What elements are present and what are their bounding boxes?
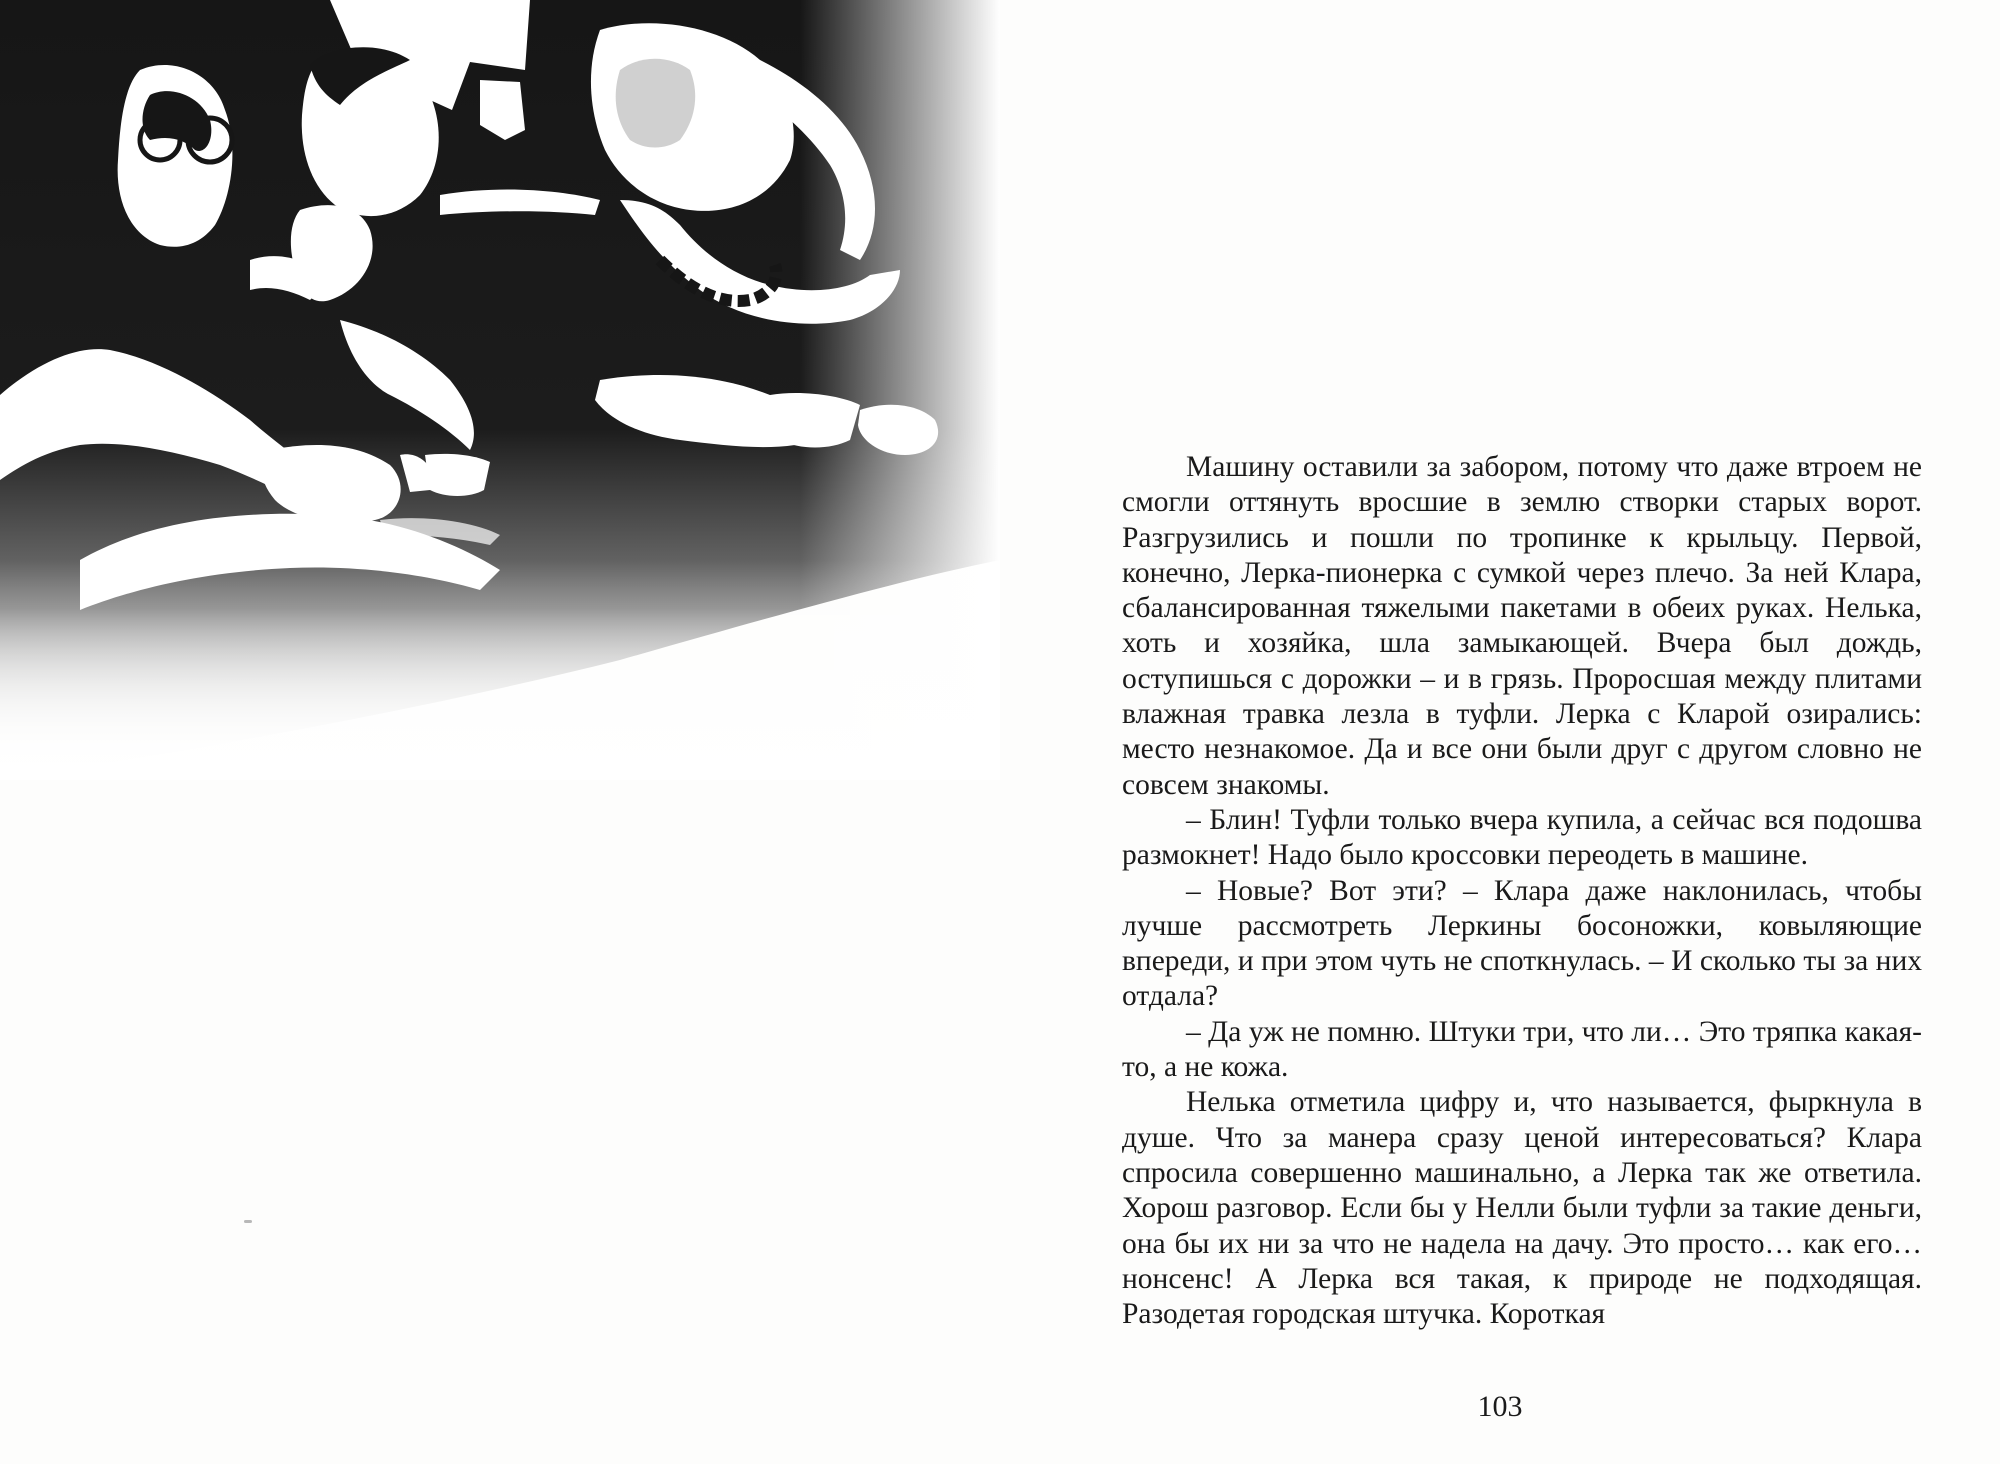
illustration <box>0 0 1000 780</box>
paragraph: Нелька отметила цифру и, что называется, фыркнула в душе. Что за манера сразу ценой интересоваться? Клара спросила совершенно машинально, а Лерка так же ответила. Хорош разговор. Если бы у Нелли были туфли за такие деньги, она бы их ни за что не надела на дачу. Это просто… как его… нонсенс! А Лерка вся такая, к природе не подходящая. Разодетая городская штучка. Короткая <box>1122 1086 1922 1331</box>
women-at-table-illustration <box>0 0 1000 780</box>
page-speck <box>244 1220 252 1223</box>
paragraph: – Новые? Вот эти? – Клара даже наклонилась, чтобы лучше рассмотреть Леркины босоножки, ковыляющие впереди, и при этом чуть не споткнулась. – И сколько ты за них отдала? <box>1122 874 1922 1013</box>
paragraph: Машину оставили за забором, потому что даже втроем не смогли оттянуть вросшие в землю створки старых ворот. Разгрузились и пошли по тропинке к крыльцу. Первой, конечно, Лерка-пионерка с сумкой через плечо. За ней Клара, сбалансированная тяжелыми пакетами в обеих руках. Нелька, хоть и хозяйка, шла замыкающей. Вчера был дождь, оступишься с дорожки – и в грязь. Проросшая между плитами влажная травка лезла в туфли. Лерка с Кларой озирались: место незнакомое. Да и все они были друг с другом словно не совсем знакомы. <box>1122 451 1922 801</box>
paragraph: – Блин! Туфли только вчера купила, а сейчас вся подошва размокнет! Надо было кроссовки переодеть в машине. <box>1122 803 1922 872</box>
right-page <box>1000 0 2000 1464</box>
page-number: 103 <box>1477 1390 1523 1423</box>
body-text <box>1122 450 1922 1332</box>
paragraph: – Да уж не помню. Штуки три, что ли… Это тряпка какая-то, а не кожа. <box>1122 1015 1922 1084</box>
